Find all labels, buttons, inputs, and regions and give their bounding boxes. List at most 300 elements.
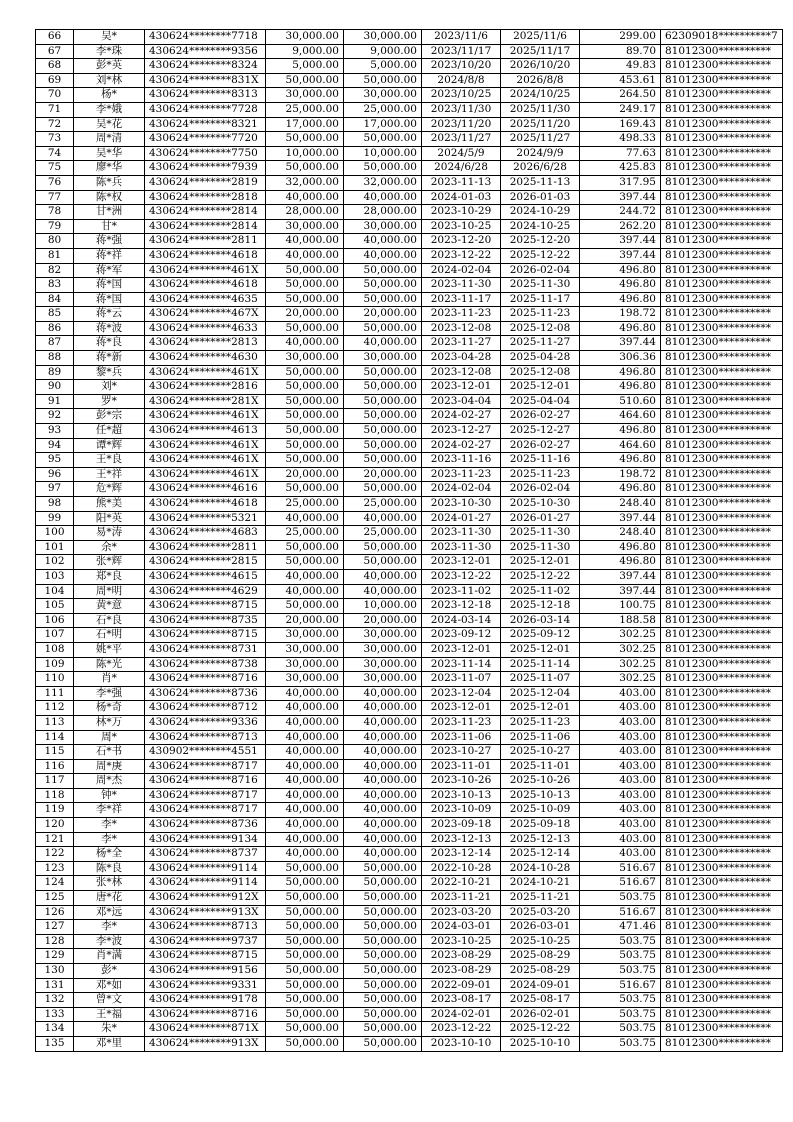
start-date-cell: 2023-12-13	[422, 832, 501, 847]
interest-cell: 503.75	[580, 1036, 661, 1051]
start-date-cell: 2023-04-28	[422, 351, 501, 366]
table-row	[36, 891, 783, 906]
row-number-cell: 105	[36, 599, 74, 614]
amount-cell: 50,000.00	[266, 482, 344, 497]
id-number-cell: 430624********4618	[145, 278, 266, 293]
account-number-cell: 81012300**********	[661, 745, 783, 760]
start-date-cell: 2023-03-20	[422, 905, 501, 920]
end-date-cell: 2025-10-25	[501, 934, 580, 949]
account-number-cell: 81012300**********	[661, 861, 783, 876]
table-row	[36, 438, 783, 453]
interest-cell: 496.80	[580, 380, 661, 395]
end-date-cell: 2026-03-01	[501, 920, 580, 935]
name-cell: 石*明	[74, 628, 145, 643]
row-number-cell: 95	[36, 453, 74, 468]
end-date-cell: 2025-10-13	[501, 788, 580, 803]
end-date-cell: 2025-12-01	[501, 701, 580, 716]
account-number-cell: 81012300**********	[661, 686, 783, 701]
start-date-cell: 2023-12-08	[422, 321, 501, 336]
id-number-cell: 430624********2813	[145, 336, 266, 351]
amount-cell: 50,000.00	[266, 161, 344, 176]
amount-cell: 9,000.00	[266, 44, 344, 59]
balance-cell: 20,000.00	[344, 613, 422, 628]
id-number-cell: 430624********8712	[145, 701, 266, 716]
account-number-cell: 81012300**********	[661, 409, 783, 424]
table-row	[36, 745, 783, 760]
balance-cell: 17,000.00	[344, 117, 422, 132]
amount-cell: 50,000.00	[266, 905, 344, 920]
start-date-cell: 2024-02-04	[422, 482, 501, 497]
table-row	[36, 803, 783, 818]
end-date-cell: 2024-09-01	[501, 978, 580, 993]
interest-cell: 496.80	[580, 540, 661, 555]
amount-cell: 50,000.00	[266, 321, 344, 336]
name-cell: 蒋*波	[74, 321, 145, 336]
interest-cell: 317.95	[580, 175, 661, 190]
amount-cell: 50,000.00	[266, 1036, 344, 1051]
amount-cell: 30,000.00	[266, 351, 344, 366]
row-number-cell: 86	[36, 321, 74, 336]
amount-cell: 40,000.00	[266, 803, 344, 818]
amount-cell: 50,000.00	[266, 394, 344, 409]
amount-cell: 50,000.00	[266, 920, 344, 935]
table-row	[36, 861, 783, 876]
balance-cell: 40,000.00	[344, 715, 422, 730]
amount-cell: 40,000.00	[266, 745, 344, 760]
account-number-cell: 81012300**********	[661, 175, 783, 190]
interest-cell: 264.50	[580, 88, 661, 103]
start-date-cell: 2023-11-30	[422, 278, 501, 293]
name-cell: 甘*	[74, 219, 145, 234]
interest-cell: 403.00	[580, 774, 661, 789]
account-number-cell: 81012300**********	[661, 569, 783, 584]
start-date-cell: 2023-12-22	[422, 569, 501, 584]
interest-cell: 503.75	[580, 891, 661, 906]
balance-cell: 30,000.00	[344, 30, 422, 45]
interest-cell: 403.00	[580, 715, 661, 730]
amount-cell: 50,000.00	[266, 453, 344, 468]
table-row	[36, 788, 783, 803]
balance-cell: 25,000.00	[344, 526, 422, 541]
amount-cell: 17,000.00	[266, 117, 344, 132]
account-number-cell: 81012300**********	[661, 803, 783, 818]
row-number-cell: 134	[36, 1022, 74, 1037]
interest-cell: 397.44	[580, 234, 661, 249]
balance-cell: 10,000.00	[344, 146, 422, 161]
end-date-cell: 2025-12-22	[501, 248, 580, 263]
start-date-cell: 2023-10-10	[422, 1036, 501, 1051]
start-date-cell: 2023-11-02	[422, 584, 501, 599]
interest-cell: 244.72	[580, 205, 661, 220]
table-row	[36, 117, 783, 132]
id-number-cell: 430624********8716	[145, 1007, 266, 1022]
account-number-cell: 81012300**********	[661, 321, 783, 336]
interest-cell: 306.36	[580, 351, 661, 366]
balance-cell: 50,000.00	[344, 380, 422, 395]
interest-cell: 198.72	[580, 307, 661, 322]
table-row	[36, 380, 783, 395]
row-number-cell: 135	[36, 1036, 74, 1051]
account-number-cell: 81012300**********	[661, 993, 783, 1008]
amount-cell: 40,000.00	[266, 832, 344, 847]
row-number-cell: 114	[36, 730, 74, 745]
account-number-cell: 81012300**********	[661, 336, 783, 351]
amount-cell: 50,000.00	[266, 599, 344, 614]
id-number-cell: 430624********9356	[145, 44, 266, 59]
id-number-cell: 430624********912X	[145, 891, 266, 906]
interest-cell: 403.00	[580, 686, 661, 701]
end-date-cell: 2025-12-01	[501, 555, 580, 570]
id-number-cell: 430624********461X	[145, 438, 266, 453]
start-date-cell: 2023-11-30	[422, 526, 501, 541]
interest-cell: 188.58	[580, 613, 661, 628]
row-number-cell: 110	[36, 672, 74, 687]
name-cell: 杨*奇	[74, 701, 145, 716]
account-number-cell: 81012300**********	[661, 132, 783, 147]
table-row	[36, 876, 783, 891]
table-row	[36, 30, 783, 45]
table-row	[36, 190, 783, 205]
start-date-cell: 2023/10/25	[422, 88, 501, 103]
balance-cell: 25,000.00	[344, 497, 422, 512]
id-number-cell: 430624********7720	[145, 132, 266, 147]
name-cell: 易*涛	[74, 526, 145, 541]
balance-cell: 40,000.00	[344, 584, 422, 599]
account-number-cell: 81012300**********	[661, 949, 783, 964]
row-number-cell: 121	[36, 832, 74, 847]
end-date-cell: 2025/11/27	[501, 132, 580, 147]
amount-cell: 20,000.00	[266, 467, 344, 482]
id-number-cell: 430624********461X	[145, 453, 266, 468]
start-date-cell: 2023/11/27	[422, 132, 501, 147]
balance-cell: 5,000.00	[344, 59, 422, 74]
name-cell: 张*辉	[74, 555, 145, 570]
balance-cell: 40,000.00	[344, 686, 422, 701]
amount-cell: 30,000.00	[266, 642, 344, 657]
name-cell: 陈*良	[74, 861, 145, 876]
interest-cell: 496.80	[580, 365, 661, 380]
account-number-cell: 81012300**********	[661, 599, 783, 614]
id-number-cell: 430624********7718	[145, 30, 266, 45]
row-number-cell: 67	[36, 44, 74, 59]
balance-cell: 40,000.00	[344, 818, 422, 833]
end-date-cell: 2024-10-25	[501, 219, 580, 234]
balance-cell: 9,000.00	[344, 44, 422, 59]
id-number-cell: 430624********8715	[145, 628, 266, 643]
account-number-cell: 81012300**********	[661, 642, 783, 657]
name-cell: 吴*华	[74, 146, 145, 161]
interest-cell: 503.75	[580, 1007, 661, 1022]
balance-cell: 50,000.00	[344, 920, 422, 935]
start-date-cell: 2024-03-01	[422, 920, 501, 935]
balance-cell: 50,000.00	[344, 934, 422, 949]
end-date-cell: 2025-10-27	[501, 745, 580, 760]
start-date-cell: 2023-08-29	[422, 964, 501, 979]
name-cell: 蒋*国	[74, 278, 145, 293]
row-number-cell: 128	[36, 934, 74, 949]
id-number-cell: 430624********8736	[145, 818, 266, 833]
name-cell: 陈*权	[74, 190, 145, 205]
id-number-cell: 430624********461X	[145, 409, 266, 424]
interest-cell: 403.00	[580, 745, 661, 760]
balance-cell: 50,000.00	[344, 555, 422, 570]
table-row	[36, 1036, 783, 1051]
name-cell: 蒋*良	[74, 336, 145, 351]
name-cell: 任*超	[74, 424, 145, 439]
start-date-cell: 2023-12-20	[422, 234, 501, 249]
row-number-cell: 112	[36, 701, 74, 716]
account-number-cell: 81012300**********	[661, 832, 783, 847]
name-cell: 蒋*云	[74, 307, 145, 322]
name-cell: 李*	[74, 832, 145, 847]
account-number-cell: 81012300**********	[661, 1036, 783, 1051]
id-number-cell: 430624********8737	[145, 847, 266, 862]
balance-cell: 50,000.00	[344, 365, 422, 380]
id-number-cell: 430624********913X	[145, 1036, 266, 1051]
amount-cell: 50,000.00	[266, 540, 344, 555]
id-number-cell: 430624********4629	[145, 584, 266, 599]
table-row	[36, 336, 783, 351]
row-number-cell: 131	[36, 978, 74, 993]
interest-cell: 397.44	[580, 511, 661, 526]
table-row	[36, 715, 783, 730]
account-number-cell: 81012300**********	[661, 292, 783, 307]
interest-cell: 248.40	[580, 497, 661, 512]
row-number-cell: 74	[36, 146, 74, 161]
table-row	[36, 978, 783, 993]
table-row	[36, 321, 783, 336]
interest-cell: 403.00	[580, 803, 661, 818]
balance-cell: 10,000.00	[344, 599, 422, 614]
amount-cell: 20,000.00	[266, 613, 344, 628]
name-cell: 李*	[74, 920, 145, 935]
balance-cell: 50,000.00	[344, 161, 422, 176]
account-number-cell: 81012300**********	[661, 613, 783, 628]
data-table	[35, 29, 783, 1052]
row-number-cell: 101	[36, 540, 74, 555]
interest-cell: 397.44	[580, 190, 661, 205]
row-number-cell: 97	[36, 482, 74, 497]
account-number-cell: 81012300**********	[661, 788, 783, 803]
table-row	[36, 657, 783, 672]
id-number-cell: 430624********461X	[145, 467, 266, 482]
table-row	[36, 175, 783, 190]
account-number-cell: 81012300**********	[661, 920, 783, 935]
balance-cell: 30,000.00	[344, 642, 422, 657]
end-date-cell: 2025-11-16	[501, 453, 580, 468]
start-date-cell: 2023-12-04	[422, 686, 501, 701]
row-number-cell: 75	[36, 161, 74, 176]
account-number-cell: 81012300**********	[661, 161, 783, 176]
id-number-cell: 430624********4630	[145, 351, 266, 366]
balance-cell: 40,000.00	[344, 832, 422, 847]
end-date-cell: 2026-02-04	[501, 263, 580, 278]
name-cell: 吴*花	[74, 117, 145, 132]
start-date-cell: 2023-09-18	[422, 818, 501, 833]
row-number-cell: 79	[36, 219, 74, 234]
end-date-cell: 2025-11-06	[501, 730, 580, 745]
account-number-cell: 81012300**********	[661, 672, 783, 687]
start-date-cell: 2022-10-28	[422, 861, 501, 876]
balance-cell: 50,000.00	[344, 424, 422, 439]
row-number-cell: 70	[36, 88, 74, 103]
account-number-cell: 81012300**********	[661, 730, 783, 745]
account-number-cell: 81012300**********	[661, 715, 783, 730]
end-date-cell: 2025-11-30	[501, 278, 580, 293]
start-date-cell: 2023-09-12	[422, 628, 501, 643]
name-cell: 杨*全	[74, 847, 145, 862]
end-date-cell: 2025-10-10	[501, 1036, 580, 1051]
name-cell: 邓*如	[74, 978, 145, 993]
table-row	[36, 73, 783, 88]
balance-cell: 50,000.00	[344, 949, 422, 964]
interest-cell: 496.80	[580, 424, 661, 439]
name-cell: 廖*华	[74, 161, 145, 176]
balance-cell: 40,000.00	[344, 847, 422, 862]
id-number-cell: 430624********8321	[145, 117, 266, 132]
id-number-cell: 430624********8713	[145, 920, 266, 935]
balance-cell: 50,000.00	[344, 394, 422, 409]
end-date-cell: 2025-12-22	[501, 569, 580, 584]
end-date-cell: 2025/11/20	[501, 117, 580, 132]
name-cell: 陈*光	[74, 657, 145, 672]
balance-cell: 30,000.00	[344, 88, 422, 103]
start-date-cell: 2023-11-27	[422, 336, 501, 351]
interest-cell: 503.75	[580, 964, 661, 979]
id-number-cell: 430624********9134	[145, 832, 266, 847]
interest-cell: 89.70	[580, 44, 661, 59]
account-number-cell: 81012300**********	[661, 248, 783, 263]
end-date-cell: 2025-08-29	[501, 964, 580, 979]
amount-cell: 50,000.00	[266, 73, 344, 88]
id-number-cell: 430624********2818	[145, 190, 266, 205]
row-number-cell: 71	[36, 102, 74, 117]
amount-cell: 40,000.00	[266, 715, 344, 730]
end-date-cell: 2026/10/20	[501, 59, 580, 74]
end-date-cell: 2025-11-23	[501, 715, 580, 730]
balance-cell: 40,000.00	[344, 336, 422, 351]
table-row	[36, 409, 783, 424]
id-number-cell: 430624********8716	[145, 774, 266, 789]
interest-cell: 453.61	[580, 73, 661, 88]
name-cell: 林*万	[74, 715, 145, 730]
amount-cell: 30,000.00	[266, 628, 344, 643]
row-number-cell: 68	[36, 59, 74, 74]
table-row	[36, 993, 783, 1008]
row-number-cell: 116	[36, 759, 74, 774]
balance-cell: 40,000.00	[344, 511, 422, 526]
name-cell: 朱*	[74, 1022, 145, 1037]
amount-cell: 50,000.00	[266, 555, 344, 570]
table-row	[36, 964, 783, 979]
end-date-cell: 2024-10-29	[501, 205, 580, 220]
interest-cell: 510.60	[580, 394, 661, 409]
row-number-cell: 132	[36, 993, 74, 1008]
start-date-cell: 2023/10/20	[422, 59, 501, 74]
end-date-cell: 2025-08-17	[501, 993, 580, 1008]
interest-cell: 496.80	[580, 278, 661, 293]
amount-cell: 50,000.00	[266, 993, 344, 1008]
table-row	[36, 905, 783, 920]
name-cell: 彭*英	[74, 59, 145, 74]
table-row	[36, 88, 783, 103]
id-number-cell: 430624********281X	[145, 394, 266, 409]
start-date-cell: 2023-11-06	[422, 730, 501, 745]
balance-cell: 20,000.00	[344, 307, 422, 322]
start-date-cell: 2023-12-27	[422, 424, 501, 439]
amount-cell: 40,000.00	[266, 336, 344, 351]
amount-cell: 28,000.00	[266, 205, 344, 220]
name-cell: 彭*宗	[74, 409, 145, 424]
table-row	[36, 511, 783, 526]
start-date-cell: 2023-11-14	[422, 657, 501, 672]
amount-cell: 40,000.00	[266, 759, 344, 774]
start-date-cell: 2023-10-13	[422, 788, 501, 803]
name-cell: 熊*美	[74, 497, 145, 512]
name-cell: 蒋*新	[74, 351, 145, 366]
name-cell: 王*良	[74, 453, 145, 468]
table-row	[36, 59, 783, 74]
table-row	[36, 818, 783, 833]
name-cell: 肖*	[74, 672, 145, 687]
table-row	[36, 1022, 783, 1037]
row-number-cell: 127	[36, 920, 74, 935]
start-date-cell: 2024-02-01	[422, 1007, 501, 1022]
amount-cell: 50,000.00	[266, 1022, 344, 1037]
table-row	[36, 44, 783, 59]
start-date-cell: 2023-12-01	[422, 380, 501, 395]
balance-cell: 50,000.00	[344, 409, 422, 424]
name-cell: 蒋*军	[74, 263, 145, 278]
row-number-cell: 66	[36, 30, 74, 45]
account-number-cell: 81012300**********	[661, 978, 783, 993]
row-number-cell: 94	[36, 438, 74, 453]
interest-cell: 496.80	[580, 453, 661, 468]
table-row	[36, 102, 783, 117]
account-number-cell: 81012300**********	[661, 219, 783, 234]
account-number-cell: 81012300**********	[661, 438, 783, 453]
name-cell: 周*	[74, 730, 145, 745]
balance-cell: 30,000.00	[344, 219, 422, 234]
amount-cell: 50,000.00	[266, 1007, 344, 1022]
name-cell: 王*祥	[74, 467, 145, 482]
interest-cell: 503.75	[580, 934, 661, 949]
balance-cell: 50,000.00	[344, 1022, 422, 1037]
interest-cell: 496.80	[580, 555, 661, 570]
start-date-cell: 2023-11-21	[422, 891, 501, 906]
end-date-cell: 2025-12-20	[501, 234, 580, 249]
id-number-cell: 430624********4615	[145, 569, 266, 584]
amount-cell: 50,000.00	[266, 978, 344, 993]
balance-cell: 50,000.00	[344, 1007, 422, 1022]
balance-cell: 50,000.00	[344, 292, 422, 307]
table-row	[36, 1007, 783, 1022]
amount-cell: 50,000.00	[266, 891, 344, 906]
interest-cell: 49.83	[580, 59, 661, 74]
id-number-cell: 430624********831X	[145, 73, 266, 88]
start-date-cell: 2023-10-27	[422, 745, 501, 760]
id-number-cell: 430624********461X	[145, 263, 266, 278]
balance-cell: 32,000.00	[344, 175, 422, 190]
account-number-cell: 81012300**********	[661, 497, 783, 512]
id-number-cell: 430624********4635	[145, 292, 266, 307]
amount-cell: 40,000.00	[266, 569, 344, 584]
id-number-cell: 430624********9737	[145, 934, 266, 949]
start-date-cell: 2023-10-25	[422, 219, 501, 234]
table-row	[36, 278, 783, 293]
id-number-cell: 430624********8735	[145, 613, 266, 628]
account-number-cell: 81012300**********	[661, 394, 783, 409]
